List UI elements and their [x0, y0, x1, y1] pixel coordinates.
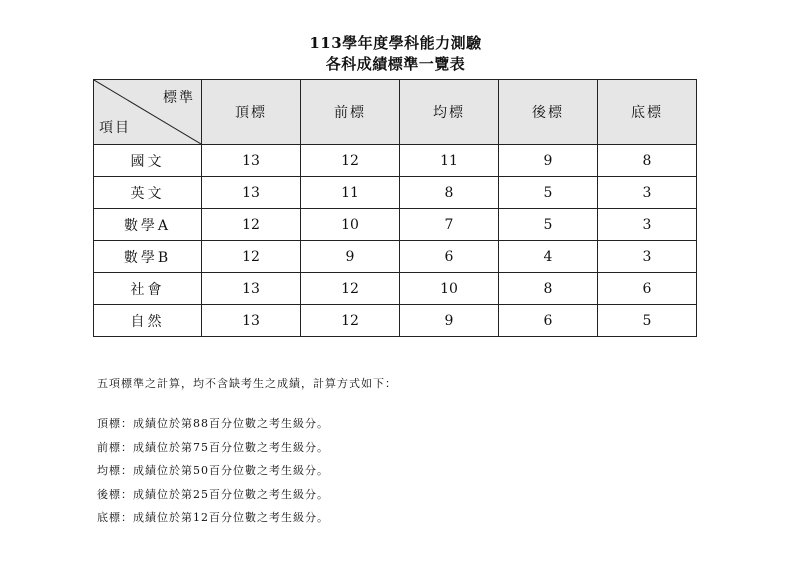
subject-cell: 數學A: [94, 209, 202, 241]
score-cell: 9: [301, 241, 400, 273]
score-cell: 5: [598, 305, 697, 337]
score-cell: 13: [202, 145, 301, 177]
column-header-front: 前標: [301, 80, 400, 145]
score-cell: 6: [400, 241, 499, 273]
column-header-bottom: 底標: [598, 80, 697, 145]
table-row: [94, 177, 697, 209]
score-cell: 11: [400, 145, 499, 177]
score-cell: 3: [598, 177, 697, 209]
table-row: [94, 145, 697, 177]
score-cell: 12: [202, 241, 301, 273]
score-cell: 12: [202, 209, 301, 241]
score-cell: 6: [499, 305, 598, 337]
title-line-1: 113學年度學科能力測驗: [309, 34, 482, 52]
score-cell: 12: [301, 145, 400, 177]
list-item: 前標：成績位於第75百分位數之考生級分。: [97, 440, 329, 454]
list-item: 後標：成績位於第25百分位數之考生級分。: [97, 487, 329, 501]
corner-label-item: 項目: [99, 120, 131, 136]
column-header-top: 頂標: [202, 80, 301, 145]
subject-cell: 自然: [94, 305, 202, 337]
score-cell: 8: [499, 273, 598, 305]
score-cell: 11: [301, 177, 400, 209]
score-cell: 5: [499, 177, 598, 209]
calculation-notes: [97, 376, 397, 534]
score-standards-table: [93, 79, 697, 337]
table-row: [94, 305, 697, 337]
score-cell: 13: [202, 305, 301, 337]
score-cell: 13: [202, 177, 301, 209]
score-cell: 12: [301, 305, 400, 337]
subject-cell: 國文: [94, 145, 202, 177]
score-cell: 9: [499, 145, 598, 177]
document-title: [0, 33, 791, 75]
score-cell: 10: [301, 209, 400, 241]
list-item: 底標：成績位於第12百分位數之考生級分。: [97, 511, 329, 524]
score-cell: 3: [598, 241, 697, 273]
list-item: 均標：成績位於第50百分位數之考生級分。: [97, 464, 329, 477]
table-row: [94, 209, 697, 241]
score-cell: 5: [499, 209, 598, 241]
title-line-2: 各科成績標準一覽表: [325, 55, 466, 73]
subject-cell: 社會: [94, 273, 202, 305]
score-cell: 6: [598, 273, 697, 305]
standard-definitions-list: [97, 416, 397, 534]
score-cell: 7: [400, 209, 499, 241]
list-item: 頂標：成績位於第88百分位數之考生級分。: [97, 417, 329, 430]
table-row: [94, 241, 697, 273]
notes-intro: 五項標準之計算，均不含缺考生之成績，計算方式如下：: [97, 377, 397, 390]
table-row: [94, 273, 697, 305]
score-cell: 13: [202, 273, 301, 305]
score-cell: 8: [400, 177, 499, 209]
corner-label-standard: 標準: [163, 90, 195, 106]
corner-header-cell: [94, 80, 202, 145]
subject-cell: 數學B: [94, 241, 202, 273]
score-cell: 12: [301, 273, 400, 305]
header-row: [94, 80, 697, 145]
score-cell: 10: [400, 273, 499, 305]
score-cell: 4: [499, 241, 598, 273]
score-cell: 3: [598, 209, 697, 241]
score-cell: 9: [400, 305, 499, 337]
subject-cell: 英文: [94, 177, 202, 209]
column-header-back: 後標: [499, 80, 598, 145]
column-header-average: 均標: [400, 80, 499, 145]
score-cell: 8: [598, 145, 697, 177]
